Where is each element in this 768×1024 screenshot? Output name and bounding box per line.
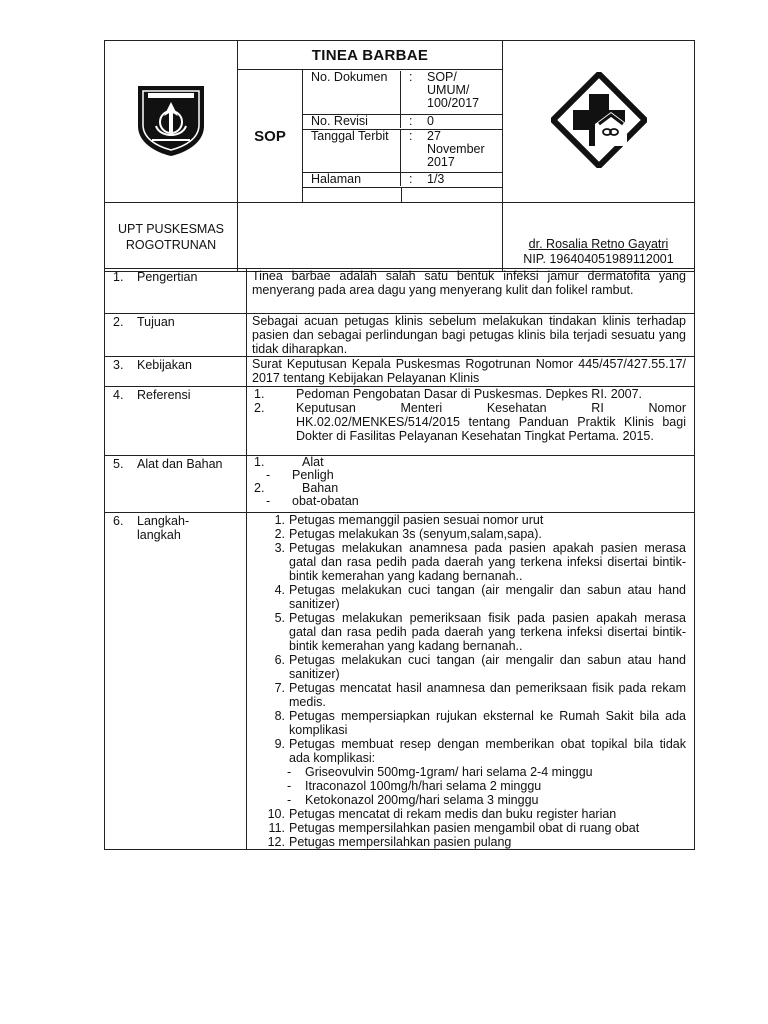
section-label: Kebijakan — [137, 358, 192, 372]
section-number: 5. — [113, 457, 124, 471]
step-number: 11. — [268, 821, 285, 835]
medication-dash: - — [287, 779, 292, 793]
section-number: 2. — [113, 315, 124, 329]
meta-colon: : — [409, 172, 413, 186]
meta-label: No. Dokumen — [303, 71, 401, 114]
reference-text: Keputusan Menteri Kesehatan RI Nomor HK.02.02/MENKES/514/2015 tentang Panduan Praktik Klinis bagi Dokter di Fasilitas Pelayanan Kesehatan Tingkat Pertama. 2015. — [296, 401, 686, 443]
medication-item — [247, 765, 686, 779]
section-label-cell — [105, 387, 247, 456]
section-number: 6. — [113, 514, 124, 528]
step-item — [247, 513, 686, 527]
kabupaten-logo-icon — [134, 82, 208, 158]
step-item — [247, 583, 686, 611]
step-text: Petugas mencatat di rekam medis dan buku register harian — [289, 807, 617, 821]
section-label — [137, 514, 189, 542]
section-number: 3. — [113, 358, 124, 372]
empty-middle-cell — [238, 203, 503, 272]
section-label: Tujuan — [137, 315, 175, 329]
step-item — [247, 653, 686, 681]
step-text: Petugas melakukan 3s (senyum,salam,sapa). — [289, 527, 542, 541]
bahan-dash: - — [266, 494, 271, 508]
puskesmas-cross-logo-icon — [551, 72, 647, 168]
medication-dash: - — [287, 793, 292, 807]
step-number: 8. — [274, 709, 285, 723]
step-text: Petugas membuat resep dengan memberikan obat topikal bila tidak ada komplikasi: — [289, 737, 686, 765]
meta-label: Halaman — [303, 173, 401, 186]
medication-text: Itraconazol 100mg/h/hari selama 2 minggu — [305, 779, 542, 793]
steps-list — [247, 513, 695, 850]
step-item — [247, 709, 686, 737]
section-label: Alat dan Bahan — [137, 457, 223, 471]
left-logo-cell — [105, 41, 238, 203]
meta-label: Tanggal Terbit — [303, 130, 401, 172]
puskesmas-line2: ROGOTRUNAN — [125, 238, 217, 252]
bahan-item-text: obat-obatan — [292, 494, 359, 508]
section-referensi — [105, 387, 695, 456]
step-number: 12. — [267, 835, 285, 849]
meta-row-empty — [303, 188, 503, 203]
section-text: Sebagai acuan petugas klinis sebelum melakukan tindakan klinis terhadap pasien dan sebagai perlindungan bagi petugas klinis bila terjadi sesuatu yang tidak diharapkan. — [247, 314, 695, 357]
section-label-cell — [105, 269, 247, 314]
section-label-line2: langkah — [137, 528, 181, 542]
step-number: 1. — [274, 513, 285, 527]
section-label-cell — [105, 314, 247, 357]
sop-label: SOP — [238, 70, 303, 203]
puskesmas-name — [105, 203, 238, 272]
section-label-cell — [105, 456, 247, 513]
section-alat-bahan — [105, 456, 695, 513]
alat-dash: - — [266, 468, 271, 482]
step-number: 2. — [274, 527, 285, 541]
signature-cell — [503, 203, 695, 272]
document-title: TINEA BARBAE — [238, 41, 503, 70]
section-label-cell — [105, 357, 247, 387]
medication-text: Griseovulvin 500mg-1gram/ hari selama 2-4 minggu — [305, 765, 593, 779]
step-number: 4. — [274, 583, 285, 597]
step-text: Petugas melakukan cuci tangan (air mengalir dan sabun atau hand sanitizer) — [289, 653, 686, 681]
section-pengertian — [105, 269, 695, 314]
section-tujuan — [105, 314, 695, 357]
step-text: Petugas melakukan pemeriksaan fisik pada pasien apakah merasa gatal dan rasa pedih pada daerah yang terkena infeksi disertai bintik-bintik kemerahan yang kadang bernanah.. — [289, 611, 686, 653]
section-text: Tinea barbae adalah salah satu bentuk infeksi jamur dermatofita yang menyerang pada area dagu yang menyerang kulit dan folikel rambut. — [247, 269, 695, 314]
section-kebijakan — [105, 357, 695, 387]
reference-list — [247, 387, 695, 456]
medication-item — [247, 779, 686, 793]
step-number: 9. — [274, 737, 285, 751]
meta-row-tanggal — [303, 130, 503, 173]
alat-number: 1. — [254, 455, 265, 469]
meta-value: 1/3 — [427, 172, 445, 186]
step-number: 6. — [274, 653, 285, 667]
step-item — [247, 681, 686, 709]
step-item — [247, 807, 686, 821]
puskesmas-line1: UPT PUSKESMAS — [117, 222, 225, 236]
step-text: Petugas mempersilahkan pasien mengambil obat di ruang obat — [289, 821, 640, 835]
sop-header-table — [104, 40, 695, 272]
section-label: Referensi — [137, 388, 191, 402]
medication-dash: - — [287, 765, 292, 779]
meta-value: 27 November 2017 — [427, 129, 485, 169]
meta-row-nodokumen — [303, 70, 503, 115]
equipment-list — [247, 456, 695, 513]
medication-item — [247, 793, 686, 807]
section-label: Pengertian — [137, 270, 198, 284]
step-item — [247, 541, 686, 583]
step-item — [247, 611, 686, 653]
signer-nip: NIP. 196404051989112001 — [523, 252, 674, 266]
step-item — [247, 835, 686, 849]
step-text: Petugas melakukan cuci tangan (air mengalir dan sabun atau hand sanitizer) — [289, 583, 686, 611]
step-item — [247, 527, 686, 541]
reference-item — [252, 387, 686, 401]
step-text: Petugas mencatat hasil anamnesa dan pemeriksaan fisik pada rekam medis. — [289, 681, 686, 709]
meta-colon: : — [409, 129, 413, 143]
section-number: 1. — [113, 270, 124, 284]
meta-value: 0 — [427, 114, 434, 128]
reference-item — [252, 401, 686, 443]
step-text: Petugas mempersiapkan rujukan eksternal ke Rumah Sakit bila ada komplikasi — [289, 709, 686, 737]
meta-colon: : — [409, 70, 413, 84]
bahan-number: 2. — [254, 481, 265, 495]
step-item — [247, 821, 686, 835]
signer-name: dr. Rosalia Retno Gayatri — [528, 237, 669, 251]
step-number: 10. — [267, 807, 285, 821]
step-text: Petugas memanggil pasien sesuai nomor urut — [289, 513, 544, 527]
sop-body-table — [104, 268, 695, 850]
step-text: Petugas mempersilahkan pasien pulang — [289, 835, 512, 849]
medication-text: Ketokonazol 200mg/hari selama 3 minggu — [305, 793, 539, 807]
section-number: 4. — [113, 388, 124, 402]
alat-item-text: Penligh — [292, 468, 334, 482]
alat-label: Alat — [302, 455, 324, 469]
step-number: 7. — [274, 681, 285, 695]
meta-row-halaman — [303, 173, 503, 188]
step-number: 5. — [274, 611, 285, 625]
reference-number: 1. — [254, 387, 265, 401]
reference-number: 2. — [254, 401, 265, 415]
right-logo-cell — [503, 41, 695, 203]
section-text: Surat Keputusan Kepala Puskesmas Rogotrunan Nomor 445/457/427.55.17/ 2017 tentang Kebijakan Pelayanan Klinis — [247, 357, 695, 387]
meta-row-revisi — [303, 115, 503, 130]
step-number: 3. — [274, 541, 285, 555]
meta-value: SOP/ UMUM/ 100/2017 — [427, 70, 480, 110]
reference-text: Pedoman Pengobatan Dasar di Puskesmas. Depkes RI. 2007. — [296, 387, 643, 401]
section-label-line1: Langkah- — [137, 514, 190, 528]
meta-label: No. Revisi — [303, 115, 401, 128]
section-langkah — [105, 513, 695, 850]
bahan-item — [254, 495, 686, 508]
bahan-label: Bahan — [302, 481, 339, 495]
meta-colon: : — [409, 114, 413, 128]
section-label-cell — [105, 513, 247, 850]
step-item — [247, 737, 686, 765]
step-text: Petugas melakukan anamnesa pada pasien apakah pasien merasa gatal dan rasa pedih pada daerah yang terkena infeksi disertai bintik-bintik kemerahan yang kadang bernanah.. — [289, 541, 686, 583]
